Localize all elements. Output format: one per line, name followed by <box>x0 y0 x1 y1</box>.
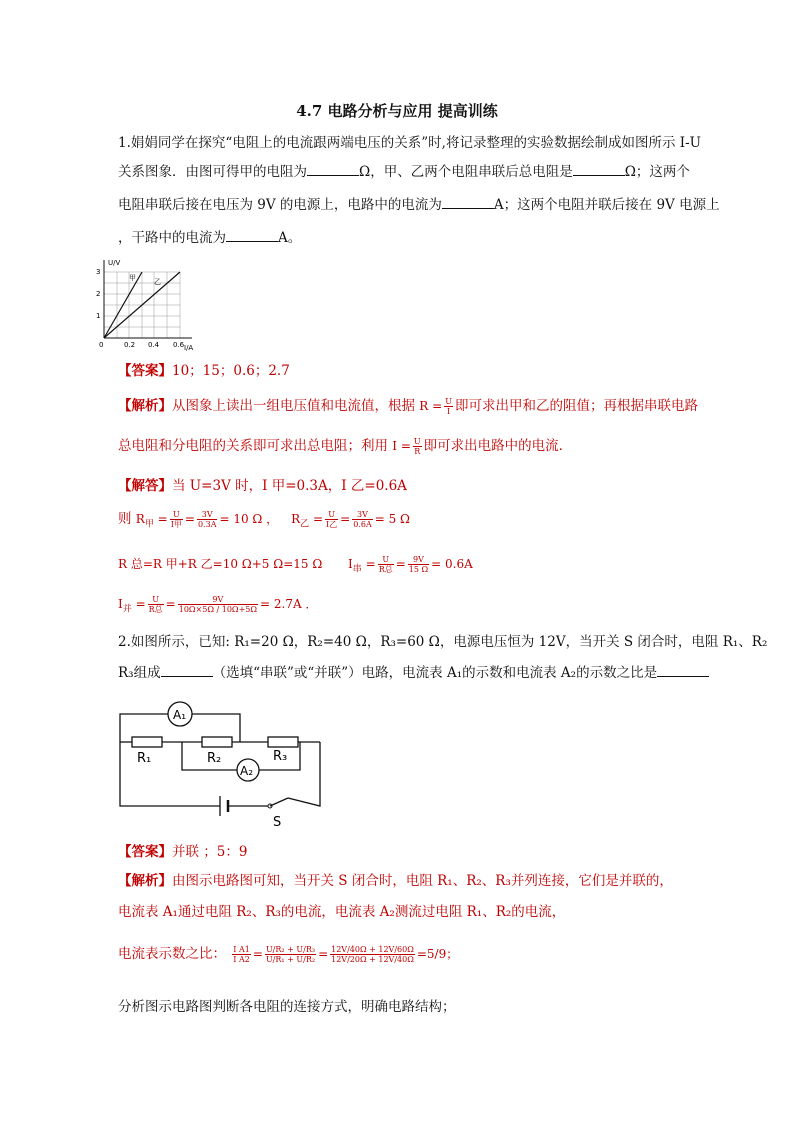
x-tick: 0.4 <box>148 341 160 349</box>
q1-answer: 【答案】10；15；0.6；2.7 <box>118 363 290 379</box>
q1-line2: 关系图象．由图可得甲的电阻为 Ω，甲、乙两个电阻串联后总电阻是 Ω；这两个 <box>118 158 718 187</box>
iu-graph <box>92 256 204 352</box>
formula-u-over-r: $\frac{U}{R}$ <box>413 437 421 456</box>
switch-label: S <box>273 815 282 830</box>
q2-answer: 【答案】并联 ；5：9 <box>118 844 248 860</box>
x-tick: 0 <box>99 341 104 349</box>
resistor-r1 <box>132 737 162 747</box>
resistor-r1-label: R₁ <box>137 751 152 766</box>
x-tick: 0.2 <box>124 341 136 349</box>
blank <box>442 194 494 209</box>
q1-solution: 【解答】当 U=3V 时，I 甲=0.3A，I 乙=0.6A <box>118 478 407 494</box>
blank <box>226 227 278 242</box>
y-tick: 2 <box>96 290 101 298</box>
q1-step-2: R 总=R 甲+R 乙=10 Ω+5 Ω=15 Ω $I_串$ = $\frac{U}{\text{R总}}$ = $\frac{9V}{15 \Omega}$ = 0.6A <box>118 555 473 575</box>
q1-line3: 电阻串联后接在电压为 9V 的电源上，电路中的电流为 A；这两个电阻并联后接在 9V 电源上 <box>118 191 718 220</box>
resistor-r2 <box>202 737 232 747</box>
q1-line4: ，干路中的电流为 A。 <box>118 224 718 253</box>
resistor-r3-label: R₃ <box>273 749 288 764</box>
formula-u-over-i: $\frac{U}{I}$ <box>445 397 452 416</box>
q2-line1: 2.如图所示，已知: R₁=20 Ω，R₂=40 Ω，R₃=60 Ω，电源电压恒为 12V，当开关 S 闭合时，电阻 R₁、R₂ <box>118 634 768 650</box>
q2-analysis-2: 电流表 A₁通过电阻 R₂、R₃的电流，电流表 A₂测流过电阻 R₁、R₂的电流， <box>118 904 566 920</box>
blank <box>161 662 213 677</box>
q1-step-3: $I_并$ = $\frac{U}{\text{R总}}$ = $\frac{9V}{10\Omega\times 5\Omega / 10\Omega+5\Omega}$ = 2.7A ． <box>118 595 318 615</box>
q2-ratio: 电流表示数之比： $\frac{\text{I A1}}{\text{I A2}}$ = $\frac{\text{U/R₂ + U/R₃}}{\text{U/R₁ + U/R₂}}$ = $\frac{12V/40\Omega + 12V/60\Omega}{12V/20\Omega + 12V/40\Omega}$ =5/9； <box>118 945 459 964</box>
switch-s <box>270 798 288 806</box>
q1-step-1: 则 $R_甲$ = $\frac{U}{\text{I甲}}$ = $\frac{3V}{0.3A}$ = 10 Ω ， $R_乙$ = $\frac{U}{\text{I乙}}$ = $\frac{3V}{0.6A}$ = 5 Ω <box>118 510 411 530</box>
q2-analysis-1: 【解析】由图示电路图可知，当开关 S 闭合时，电阻 R₁、R₂、R₃并列连接，它们是并联的， <box>118 873 673 889</box>
resistor-r3 <box>268 737 298 747</box>
y-axis-label: U/V <box>108 259 121 267</box>
blank <box>657 662 709 677</box>
q1-analysis-1: 【解析】从图象上读出一组电压值和电流值，根据 R = $\frac{U}{I}$ 即可求出甲和乙的阻值；再根据串联电路 <box>118 397 698 416</box>
label-jia: 甲 <box>129 274 136 282</box>
blank <box>573 161 625 176</box>
circuit-diagram <box>110 700 330 830</box>
y-tick: 3 <box>96 268 101 276</box>
ammeter-a2-label: A₂ <box>240 764 254 778</box>
y-tick: 1 <box>96 312 101 320</box>
page-title: 4.7 电路分析与应用 提高训练 <box>296 102 498 120</box>
label-yi: 乙 <box>154 278 161 286</box>
x-tick: 0.6 <box>173 341 185 349</box>
x-axis-label: I/A <box>184 344 194 352</box>
resistor-r2-label: R₂ <box>207 751 222 766</box>
q1-line1: 1.娟娟同学在探究“电阻上的电流跟两端电压的关系”时,将记录整理的实验数据绘制成如图所示 I-U <box>118 135 702 151</box>
q1-analysis-2: 总电阻和分电阻的关系即可求出总电阻；利用 I = $\frac{U}{R}$ 即可求出电路中的电流． <box>118 437 573 456</box>
blank <box>307 161 359 176</box>
ammeter-a1-label: A₁ <box>173 708 187 722</box>
q2-line2: R₃组成 （选填“串联”或“并联”）电路，电流表 A₁的示数和电流表 A₂的示数之比是 <box>118 659 718 688</box>
q2-analysis-4: 分析图示电路图判断各电阻的连接方式，明确电路结构； <box>118 999 456 1015</box>
ratio-formula: $\frac{\text{I A1}}{\text{I A2}}$ <box>233 945 250 964</box>
